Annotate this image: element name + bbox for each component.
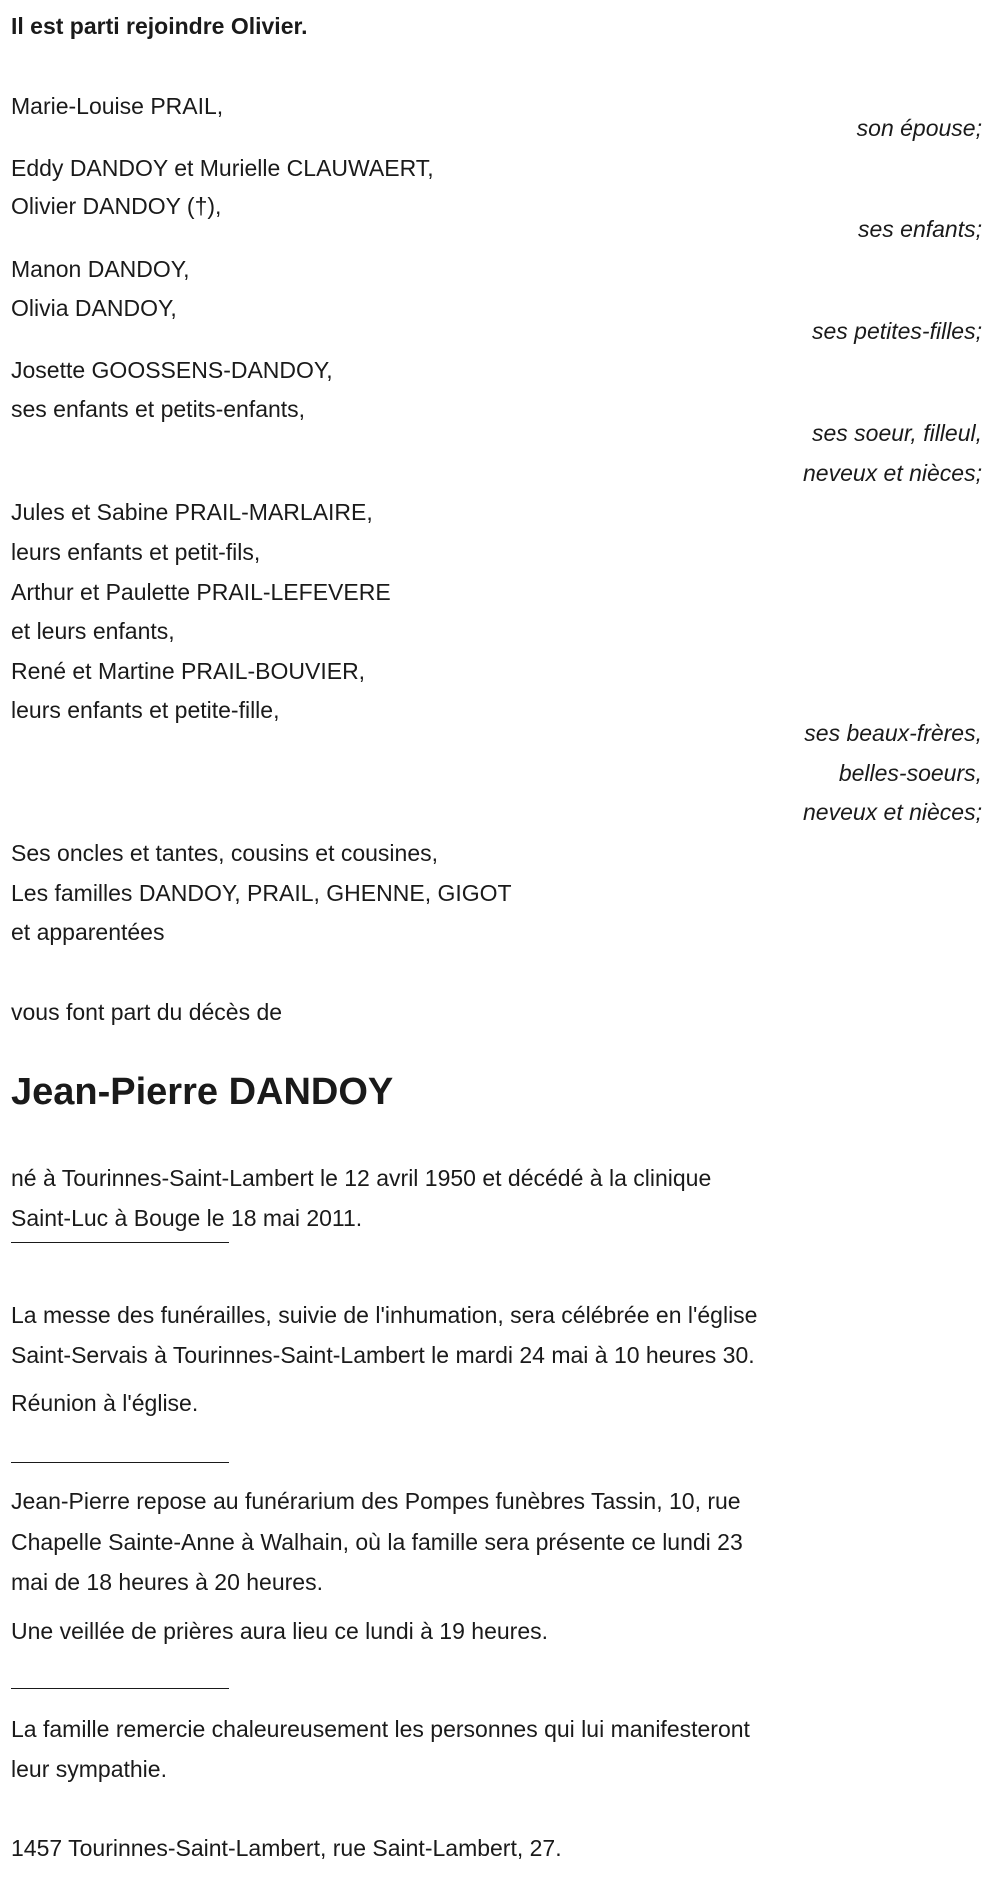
- inlaw-line: Arthur et Paulette PRAIL-LEFEVERE: [11, 579, 391, 605]
- address-text: 1457 Tourinnes-Saint-Lambert, rue Saint-Lambert, 27.: [11, 1835, 562, 1861]
- inlaw-line: leurs enfants et petit-fils,: [11, 539, 261, 565]
- child-name: Olivier DANDOY (†),: [11, 193, 222, 219]
- headline: Il est parti rejoindre Olivier.: [11, 13, 308, 39]
- grandchild-name: Manon DANDOY,: [11, 256, 190, 282]
- inlaw-line: Jules et Sabine PRAIL-MARLAIRE,: [11, 499, 373, 525]
- visitation-line: mai de 18 heures à 20 heures.: [11, 1569, 323, 1595]
- separator: [11, 1242, 229, 1243]
- grandchildren-role: ses petites-filles;: [811, 318, 982, 344]
- birth-death-line: né à Tourinnes-Saint-Lambert le 12 avril 1950 et décédé à la clinique: [11, 1165, 712, 1191]
- others-line: Ses oncles et tantes, cousins et cousines,: [11, 840, 439, 866]
- inlaw-line: et leurs enfants,: [11, 618, 175, 644]
- visitation-line: Chapelle Sainte-Anne à Walhain, où la famille sera présente ce lundi 23: [11, 1529, 743, 1555]
- thanks-line: leur sympathie.: [11, 1756, 167, 1782]
- spouse-name: Marie-Louise PRAIL,: [11, 93, 224, 119]
- sister-name: Josette GOOSSENS-DANDOY,: [11, 357, 333, 383]
- child-name: Eddy DANDOY et Murielle CLAUWAERT,: [11, 155, 434, 181]
- thanks-line: La famille remercie chaleureusement les personnes qui lui manifesteront: [11, 1716, 750, 1742]
- separator: [11, 1462, 229, 1463]
- inlaws-role: belles-soeurs,: [838, 760, 982, 786]
- inlaws-role: neveux et nièces;: [802, 799, 982, 825]
- announce-text: vous font part du décès de: [11, 999, 283, 1025]
- deceased-name: Jean-Pierre DANDOY: [11, 1071, 394, 1113]
- spouse-role: son épouse;: [856, 115, 982, 141]
- others-line: Les familles DANDOY, PRAIL, GHENNE, GIGOT: [11, 880, 512, 906]
- prayer-text: Une veillée de prières aura lieu ce lundi à 19 heures.: [11, 1618, 548, 1644]
- separator: [11, 1688, 229, 1689]
- sister-role: neveux et nièces;: [802, 460, 982, 486]
- children-role: ses enfants;: [857, 216, 982, 242]
- meeting-text: Réunion à l'église.: [11, 1390, 199, 1416]
- funeral-line: La messe des funérailles, suivie de l'inhumation, sera célébrée en l'église: [11, 1302, 758, 1328]
- visitation-line: Jean-Pierre repose au funérarium des Pompes funèbres Tassin, 10, rue: [11, 1488, 741, 1514]
- funeral-line: Saint-Servais à Tourinnes-Saint-Lambert le mardi 24 mai à 10 heures 30.: [11, 1342, 755, 1368]
- birth-death-line: Saint-Luc à Bouge le 18 mai 2011.: [11, 1205, 363, 1231]
- inlaw-line: leurs enfants et petite-fille,: [11, 697, 280, 723]
- sister-role: ses soeur, filleul,: [811, 420, 982, 446]
- grandchild-name: Olivia DANDOY,: [11, 295, 177, 321]
- others-line: et apparentées: [11, 919, 165, 945]
- inlaw-line: René et Martine PRAIL-BOUVIER,: [11, 658, 366, 684]
- inlaws-role: ses beaux-frères,: [804, 720, 982, 746]
- sister-family: ses enfants et petits-enfants,: [11, 396, 306, 422]
